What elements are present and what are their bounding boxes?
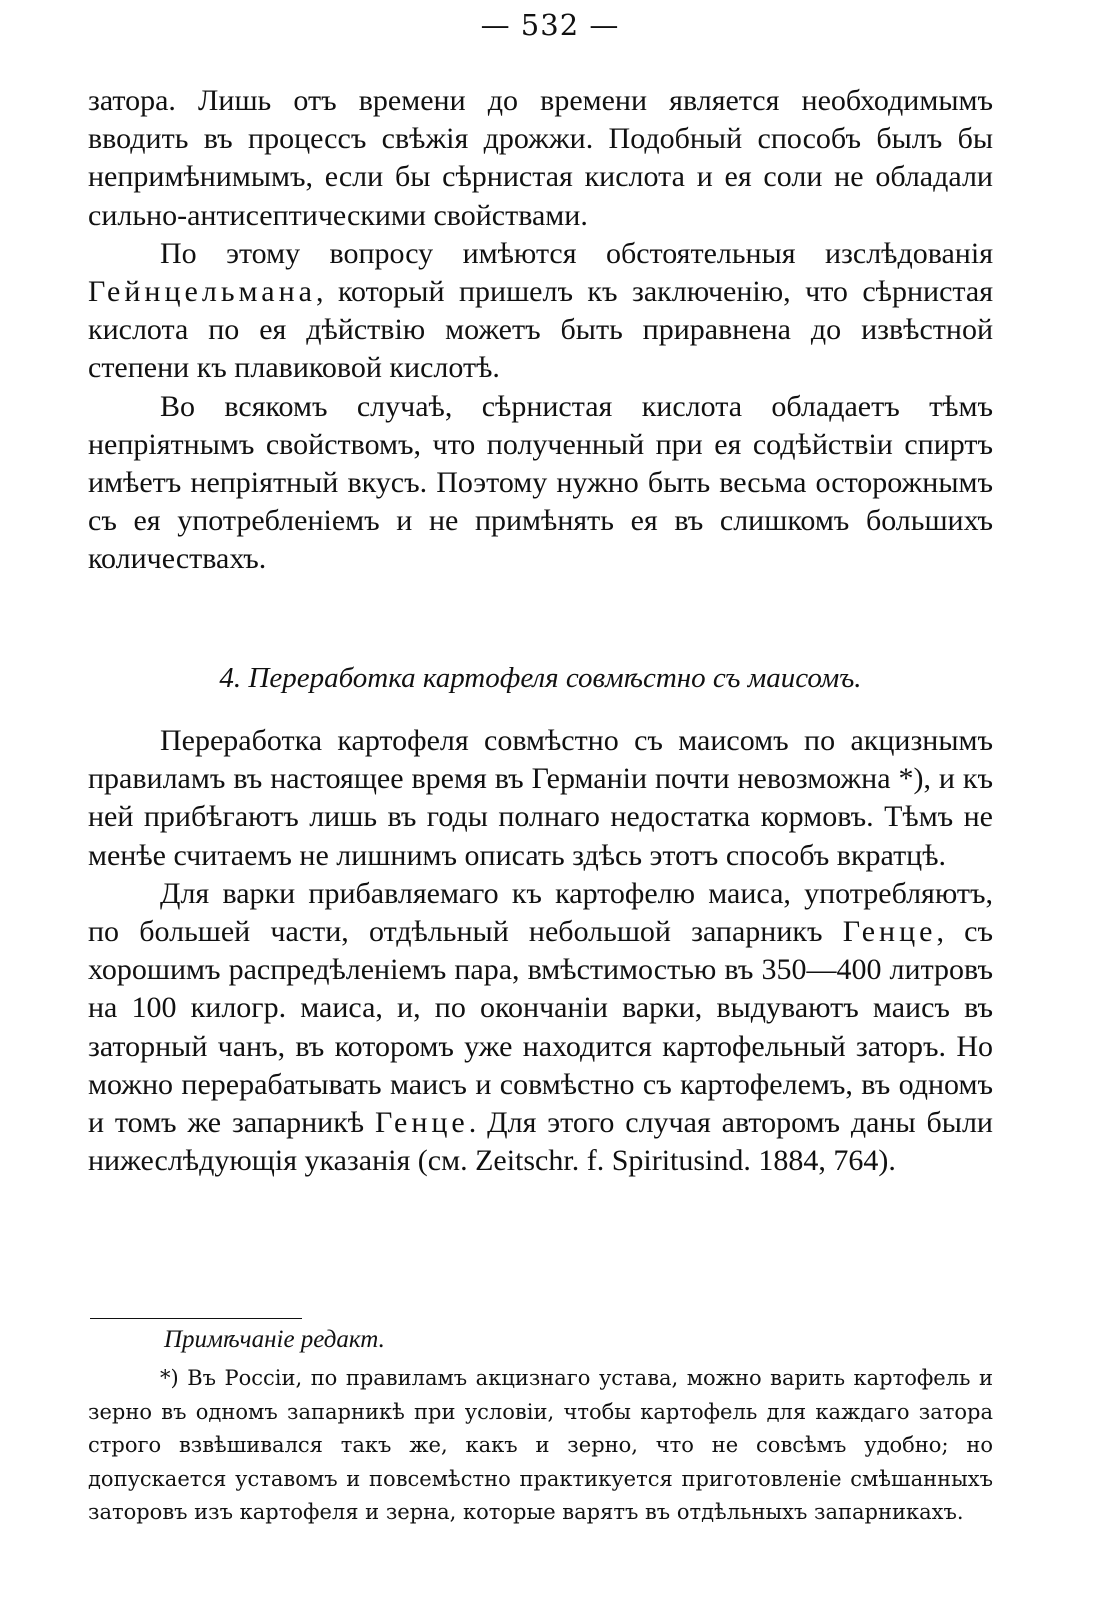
paragraph-5 xyxy=(88,875,993,1181)
footnote-text: *) Въ Россіи, по правиламъ акцизнаго устава, можно варить картофель и зерно въ одномъ запарникѣ при условіи, чтобы картофель для каждаго затора строго взвѣшивался такъ же, какъ и зерно, что не совсѣмъ удобно; но допускается уставомъ и повсемѣстно практикуется приготовленіе смѣшанныхъ заторовъ изъ картофеля и зерна, которые варятъ въ отдѣльныхъ запарникахъ. xyxy=(88,1366,993,1525)
section-body-1 xyxy=(88,82,993,579)
paragraph-3: Во всякомъ случаѣ, сѣрнистая кислота обладаетъ тѣмъ непріятнымъ свойствомъ, что полученный при ея содѣйствіи спиртъ имѣетъ непріятный вкусъ. Поэтому нужно быть весьма осторожнымъ съ ея употребленіемъ и не примѣнять ея въ слишкомъ большихъ количествахъ. xyxy=(88,389,993,576)
paragraph-2 xyxy=(88,235,993,388)
author-name-henze-1: Генце xyxy=(842,915,937,949)
author-name-henze-2: Генце xyxy=(374,1106,469,1140)
footnote-title: Примѣчаніе редакт. xyxy=(164,1326,385,1353)
section-body-2 xyxy=(88,722,993,1180)
paragraph-5-text-b: , съ хорошимъ распредѣленіемъ пара, вмѣстимостью въ 350—400 литровъ на 100 килогр. маиса, и, по окончаніи варки, выдуваютъ маисъ въ заторный чанъ, въ которомъ уже находится картофельный заторъ. Но можно перерабатывать маисъ и совмѣстно съ картофелемъ, въ одномъ и томъ же запарникѣ xyxy=(88,915,994,1140)
paragraph-5-text-c: . Для этого случая авторомъ даны были нижеслѣдующія указанія (см. Zeitschr. f. Spiritusind. 1884, 764). xyxy=(88,1106,993,1178)
paragraph-5-text-a: Для варки прибавляемаго къ картофелю маиса, употребляютъ, по большей части, отдѣльный небольшой запарникъ xyxy=(88,876,993,949)
paragraph-2-text-a: По этому вопросу имѣются обстоятельныя изслѣдованія xyxy=(160,236,993,270)
page-number: — 532 — xyxy=(480,8,620,42)
paragraph-1: затора. Лишь отъ времени до времени является необходимымъ вводить въ процессъ свѣжія дрожжи. Подобный способъ былъ бы непримѣнимымъ, если бы сѣрнистая кислота и ея соли не обладали сильно-антисептическими свойствами. xyxy=(88,84,993,232)
paragraph-2-text-b: , который пришелъ къ заключенію, что сѣрнистая кислота по ея дѣйствію можетъ быть приравнена до извѣстной степени къ плавиковой кислотѣ. xyxy=(88,275,993,385)
section-heading: 4. Переработка картофеля совмѣстно съ маисомъ. xyxy=(219,662,862,694)
footnote-divider xyxy=(90,1318,302,1319)
paragraph-4: Переработка картофеля совмѣстно съ маисомъ по акцизнымъ правиламъ въ настоящее время въ Германіи почти невозможна *), и къ ней прибѣгаютъ лишь въ годы полнаго недостатка кормовъ. Тѣмъ не менѣе считаемъ не лишнимъ описать здѣсь этотъ способъ вкратцѣ. xyxy=(88,724,993,872)
author-name-heinzelmann: Гейнцельмана xyxy=(88,275,316,309)
